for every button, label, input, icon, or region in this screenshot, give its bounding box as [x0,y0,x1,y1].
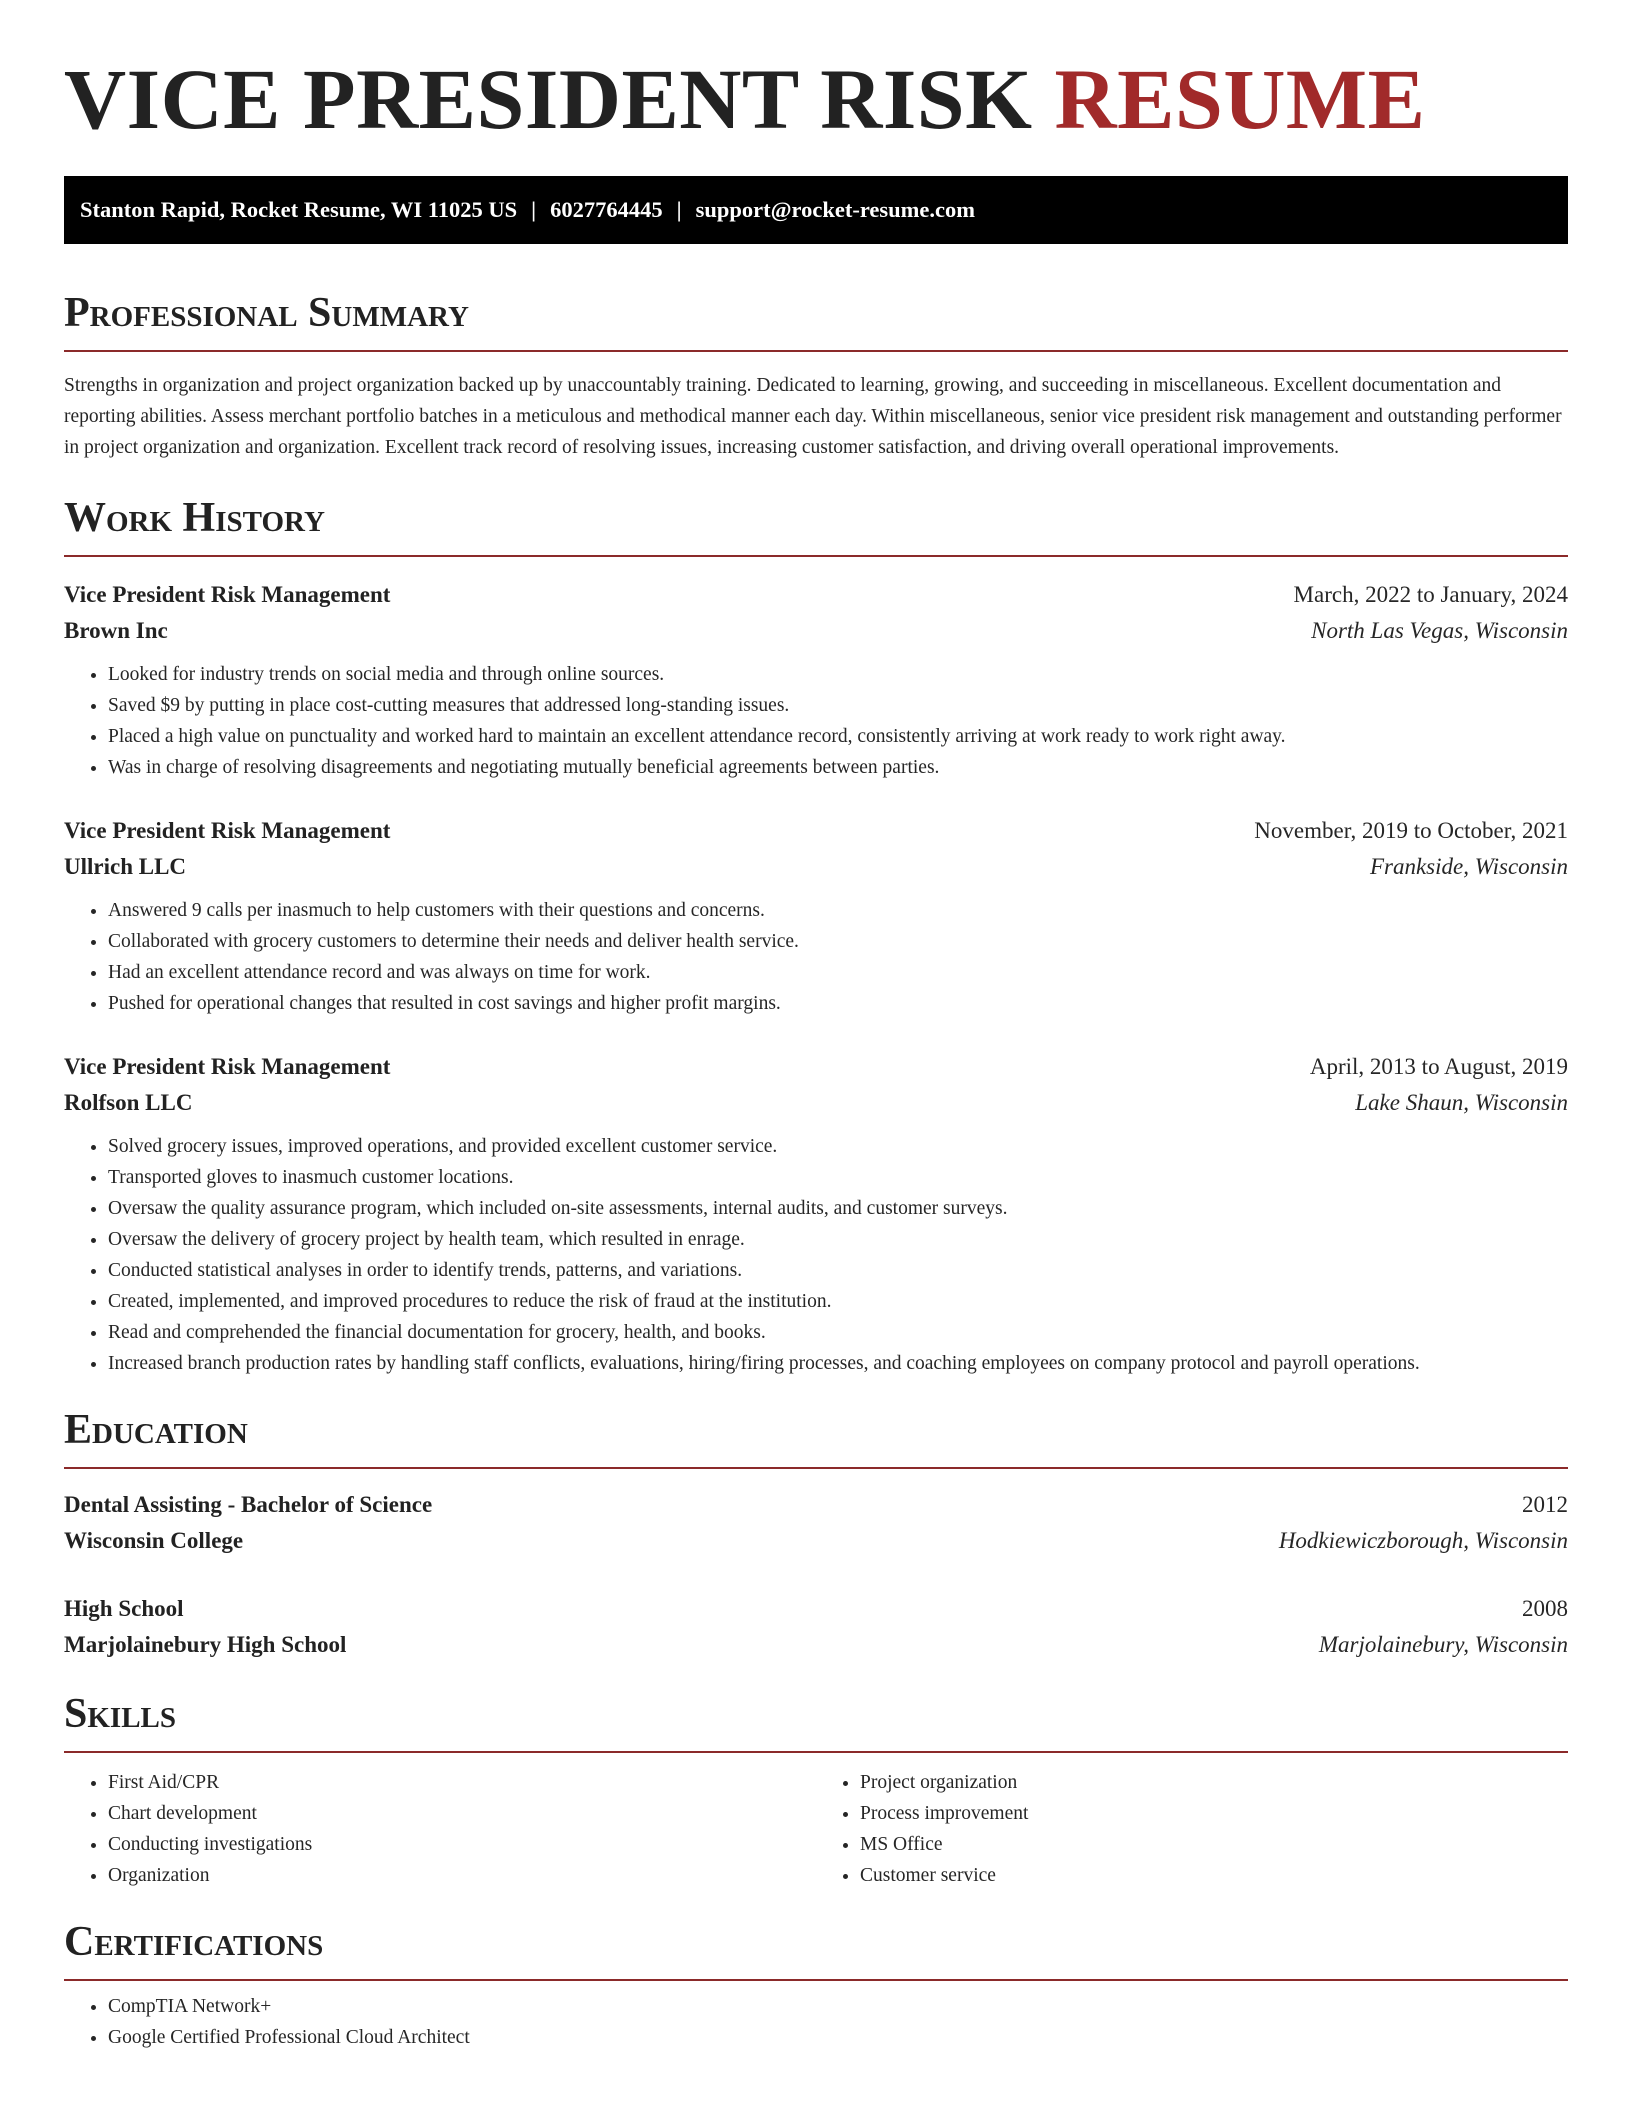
education-school-row [64,1523,1568,1559]
job-bullets [64,659,1568,783]
job-title: Vice President Risk Management [64,1054,391,1079]
list-item: • Transported gloves to inasmuch customer locations. [108,1162,1568,1193]
skill-item: • Conducting investigations [108,1829,816,1860]
skills-list-right [816,1767,1568,1891]
education-location: Hodkiewiczborough, Wisconsin [1278,1528,1568,1553]
education-entry [64,1487,1568,1559]
contact-address: Stanton Rapid, Rocket Resume, WI 11025 US [80,197,518,222]
education-school: Marjolainebury High School [64,1632,347,1657]
list-item: • Looked for industry trends on social media and through online sources. [108,659,1568,690]
skill-item: • Process improvement [860,1798,1568,1829]
job-company: Rolfson LLC [64,1090,193,1115]
job-entry [64,813,1568,1019]
education-degree: Dental Assisting - Bachelor of Science [64,1492,433,1517]
job-bullets [64,895,1568,1019]
summary-heading: Professional Summary [64,292,1568,352]
list-item: • Solved grocery issues, improved operations, and provided excellent customer service. [108,1131,1568,1162]
education-degree-row [64,1591,1568,1627]
list-item: • Saved $9 by putting in place cost-cutting measures that addressed long-standing issues. [108,690,1568,721]
education-year: 2012 [1522,1492,1568,1517]
job-title: Vice President Risk Management [64,818,391,843]
contact-phone: 6027764445 [550,197,663,222]
list-item: • Answered 9 calls per inasmuch to help customers with their questions and concerns. [108,895,1568,926]
certifications-heading: Certifications [64,1921,1568,1981]
job-dates: November, 2019 to October, 2021 [1254,818,1568,843]
education-school: Wisconsin College [64,1528,244,1553]
skill-item: • Project organization [860,1767,1568,1798]
certification-item: • Google Certified Professional Cloud Architect [108,2022,1568,2053]
skills-grid [64,1767,1568,1891]
education-year: 2008 [1522,1596,1568,1621]
skill-item: • Customer service [860,1860,1568,1891]
title-accent: RESUME [1054,51,1426,147]
page-title [64,0,1568,176]
job-location: North Las Vegas, Wisconsin [1311,618,1568,643]
education-school-row [64,1627,1568,1663]
job-company-row [64,613,1568,649]
list-item: • Had an excellent attendance record and was always on time for work. [108,957,1568,988]
education-degree-row [64,1487,1568,1523]
contact-bar [64,176,1568,244]
list-item: • Collaborated with grocery customers to determine their needs and deliver health service. [108,926,1568,957]
job-header-row [64,577,1568,613]
job-location: Frankside, Wisconsin [1369,854,1568,879]
job-bullets [64,1131,1568,1379]
contact-email: support@rocket-resume.com [695,197,976,222]
list-item: • Pushed for operational changes that resulted in cost savings and higher profit margins. [108,988,1568,1019]
skill-item: • First Aid/CPR [108,1767,816,1798]
list-item: • Created, implemented, and improved procedures to reduce the risk of fraud at the institution. [108,1286,1568,1317]
summary-text: Strengths in organization and project organization backed up by unaccountably training. Dedicated to learning, growing, and succeeding in miscellaneous. Excellent documentation and reporting abilities. Assess merchant portfolio batches in a meticulous and methodical manner each day. Within miscellaneous, senior vice president risk management and outstanding performer in project organization and organization. Excellent track record of resolving issues, increasing customer satisfaction, and driving overall operational improvements. [64,375,1562,458]
list-item: • Conducted statistical analyses in order to identify trends, patterns, and variations. [108,1255,1568,1286]
job-company: Ullrich LLC [64,854,187,879]
education-heading: Education [64,1409,1568,1469]
contact-separator: | [531,197,537,222]
skill-item: • Organization [108,1860,816,1891]
skills-heading: Skills [64,1693,1568,1753]
list-item: • Oversaw the delivery of grocery project by health team, which resulted in enrage. [108,1224,1568,1255]
job-dates: April, 2013 to August, 2019 [1309,1054,1568,1079]
certification-item: • CompTIA Network+ [108,1991,1568,2022]
education-location: Marjolainebury, Wisconsin [1318,1632,1568,1657]
title-main: VICE PRESIDENT RISK [64,51,1033,147]
job-entry [64,1049,1568,1379]
job-header-row [64,1049,1568,1085]
education-entry [64,1591,1568,1663]
contact-separator: | [676,197,682,222]
job-title: Vice President Risk Management [64,582,391,607]
job-entry [64,577,1568,783]
job-header-row [64,813,1568,849]
education-degree: High School [64,1596,184,1621]
work-history-heading: Work History [64,497,1568,557]
list-item: • Was in charge of resolving disagreements and negotiating mutually beneficial agreements between parties. [108,752,1568,783]
job-location: Lake Shaun, Wisconsin [1355,1090,1568,1115]
skill-item: • MS Office [860,1829,1568,1860]
certifications-list [64,1991,1568,2053]
list-item: • Read and comprehended the financial documentation for grocery, health, and books. [108,1317,1568,1348]
job-company-row [64,849,1568,885]
skills-list-left [64,1767,816,1891]
job-dates: March, 2022 to January, 2024 [1293,582,1568,607]
skill-item: • Chart development [108,1798,816,1829]
list-item: • Placed a high value on punctuality and worked hard to maintain an excellent attendance record, consistently arriving at work ready to work right away. [108,721,1568,752]
job-company-row [64,1085,1568,1121]
job-company: Brown Inc [64,618,168,643]
list-item: • Increased branch production rates by handling staff conflicts, evaluations, hiring/firing processes, and coaching employees on company protocol and payroll operations. [108,1348,1568,1379]
list-item: • Oversaw the quality assurance program, which included on-site assessments, internal audits, and customer surveys. [108,1193,1568,1224]
